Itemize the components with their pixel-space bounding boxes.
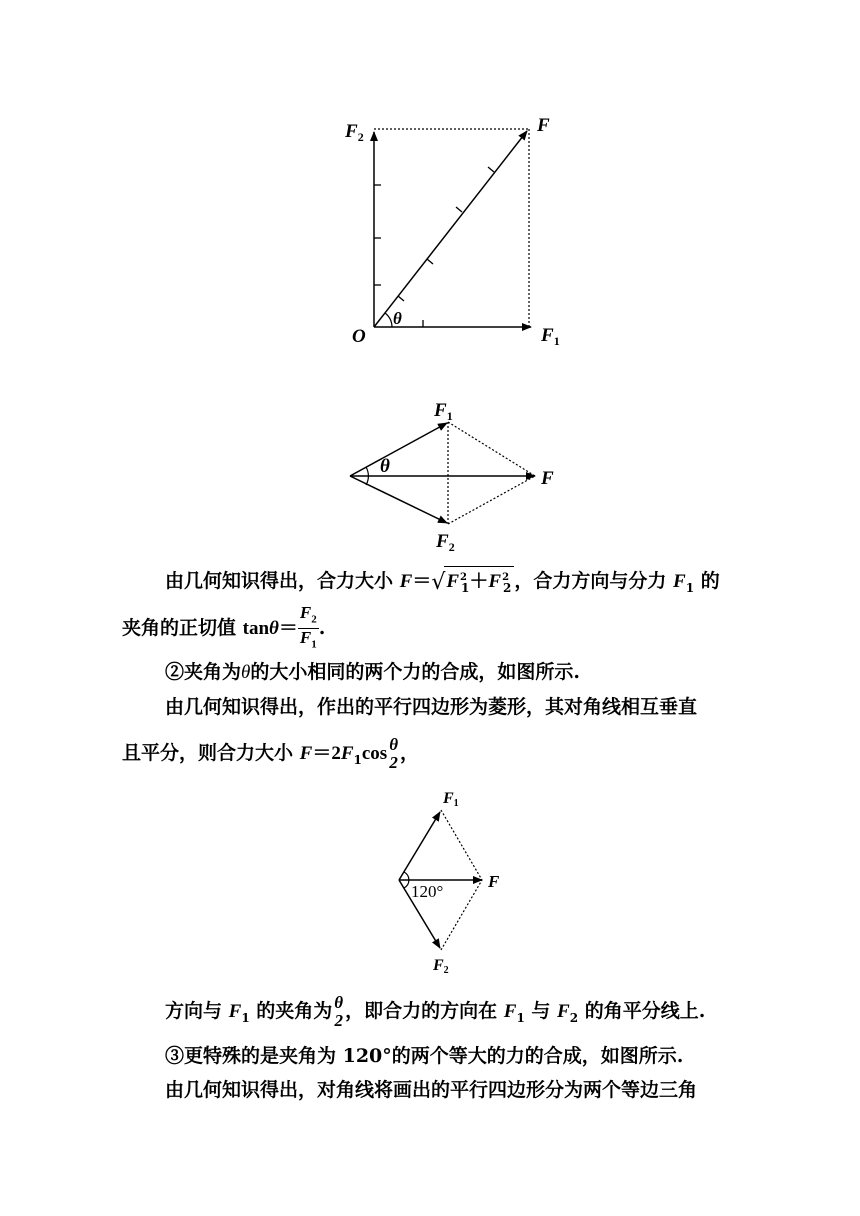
fraction-theta-over-2: θ 2: [389, 735, 399, 772]
dotted-f1-to-f: [448, 422, 535, 476]
label-f: F: [488, 872, 500, 891]
paragraph-rhombus: 由几何知识得出，作出的平行四边形为菱形，其对角线相互垂直: [165, 696, 698, 718]
paragraph-equilateral: 由几何知识得出，对角线将画出的平行四边形分为两个等边三角: [165, 1079, 698, 1101]
dotted-f2-to-f: [441, 880, 482, 950]
figure-perpendicular-forces: [0, 0, 860, 360]
dotted-f1-to-f: [441, 810, 482, 880]
figure-120-degree-forces: [0, 785, 860, 975]
f2-ticks: [374, 185, 381, 285]
f-resultant-vector: [374, 131, 527, 327]
paragraph-rhombus-magnitude: 且平分，则合力大小 $F=2F_1\cos$ θ 2 ，: [122, 735, 420, 772]
label-f1: $F_1$: [541, 325, 560, 348]
paragraph-direction: 方向与 $F_1$ 的夹角为 θ 2 ，即合力的方向在 $F_1$ 与 $F_2$ 的角平分线上.: [165, 993, 706, 1030]
f1-vector: [350, 423, 447, 476]
paragraph-case-three: ③更特殊的是夹角为 120°的两个等大的力的合成，如图所示.: [165, 1045, 684, 1067]
label-120-degree: 120°: [411, 882, 444, 901]
fraction-f2-over-f1: $\frac{F_2}{F_1}$: [298, 604, 319, 654]
label-f1: F1: [443, 790, 459, 809]
label-f2: F2: [433, 957, 449, 976]
fraction-theta-over-2: θ 2: [334, 993, 344, 1030]
label-f: F: [537, 115, 550, 136]
figure-rhombus-forces: [0, 390, 860, 560]
dotted-f2-to-f: [448, 476, 535, 524]
label-theta: θ: [380, 456, 390, 477]
theta-arc: [385, 313, 392, 327]
label-theta: θ: [393, 309, 402, 328]
f2-vector: [350, 476, 447, 523]
paragraph-tangent: 夹角的正切值 tanθ＝ $\frac{F_2}{F_1}$ .: [122, 604, 742, 654]
label-origin: O: [352, 326, 366, 347]
label-f: F: [541, 468, 554, 489]
label-f2: $F_2$: [436, 531, 455, 554]
paragraph-perpendicular-result: 由几何知识得出，合力大小 $F=√F^2_1+F^2_2$ ，合力方向与分力 $F_1$ 的: [165, 566, 785, 602]
f1-vector: [399, 812, 440, 880]
paragraph-case-two: ②夹角为θ的大小相同的两个力的合成，如图所示.: [165, 661, 580, 683]
label-f2: $F_2$: [345, 121, 364, 144]
label-f1: $F_1$: [434, 400, 453, 423]
